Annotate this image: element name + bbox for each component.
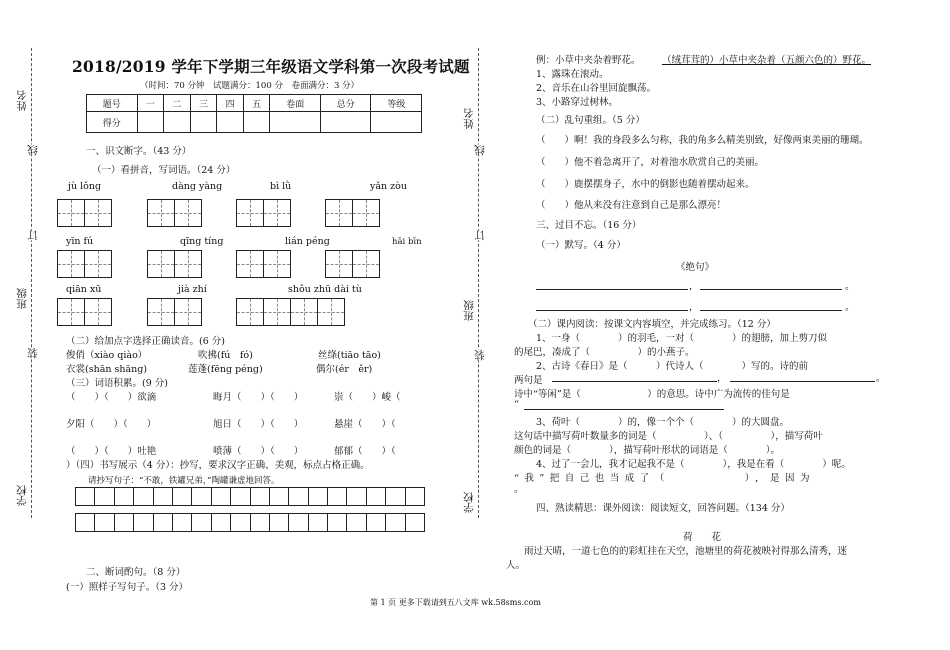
pron-item: 莲蓬(fēng péng) [188,364,263,375]
section-4-heading: 四、熟读精思：课外阅读：阅读短文，回答问题。（134 分） [536,503,790,514]
poem-period: 。 [845,302,855,313]
writing-grid[interactable] [325,199,380,227]
reading-line: 1、一身（ ）的羽毛，一对（ ）的翅膀，加上剪刀似 [536,333,828,344]
score-table-row [87,112,422,133]
section-2-2-heading: （二）乱句重组。（5 分） [536,115,645,126]
score-cell[interactable] [137,112,164,133]
score-cell[interactable] [164,112,191,133]
example-label: 例：小草中夹杂着野花。 [536,55,641,66]
pinyin-label: yǎn zòu [370,181,408,192]
vocab-item: （ ）（ ）吐艳 [66,446,157,457]
label-school-middle: 学校 [463,492,475,513]
writing-grid[interactable] [147,199,202,227]
reading-line: 诗中“等闲”是（ ）的意思。诗中广为流传的佳句是 [514,389,790,400]
example-answer: （绒茸茸的）小草中夹杂着（五颜六色的）野花。 [662,55,872,66]
pinyin-label: bì lǜ [270,181,292,192]
label-zhuang-left: 装 [27,348,39,359]
poem-line-1b[interactable] [700,289,842,290]
poem-comma: ， [689,281,699,292]
punct-comma: ， [717,373,727,384]
answer-line[interactable] [730,381,875,382]
score-header-cell: 等级 [371,95,422,112]
punct-period: 。 [514,484,524,495]
reorder-item: （ ）他不着急离开了，对着池水欣赏自己的美丽。 [536,157,765,168]
reading-line: 两句是 [514,375,543,386]
pinyin-label: lián péng [285,236,330,247]
exam-subtitle: （时间：70 分钟 试题满分：100 分 卷面满分：3 分） [140,81,360,91]
score-cell[interactable] [217,112,244,133]
writing-grid[interactable] [236,199,291,227]
score-header-cell: 总分 [320,95,371,112]
section-2-1-heading: (一）照样子写句子。（3 分） [66,582,189,593]
binding-line-left [31,48,32,518]
label-xian-left: 线 [27,145,39,156]
score-cell[interactable] [371,112,422,133]
punct-period: 。 [876,373,886,384]
exam-title: 2018/2019 学年下学期三年级语文学科第一次段考试题 [72,57,470,76]
reading-line: 的尾巴，凑成了（ ）的小燕子。 [514,347,695,358]
poem-line-2b[interactable] [700,310,842,311]
label-name-middle: 姓名 [463,108,475,129]
vocab-item: 晦月（ ）（ ） [213,392,304,403]
reading-line: 4、过了一会儿，我才记起我不是（ ），我是在看（ ）呢。 [536,459,851,470]
vocab-item: 郁郁（ ）（ [334,446,396,457]
pron-item: 吹拂(fú fó) [198,350,253,361]
section-3-heading: 三、过目不忘。（16 分） [536,220,642,231]
score-cell[interactable] [243,112,270,133]
section-3-1-heading: （一）默写。（4 分） [536,240,626,251]
poem-line-2a[interactable] [536,310,688,311]
score-header-cell: 卷面 [270,95,321,112]
copy-prompt: 请抄写句子：“不敢，铁罐兄弟，”陶罐谦虚地回答。 [88,476,280,486]
writing-grid[interactable] [57,298,112,326]
label-name-left: 姓名 [16,90,28,111]
score-row-label: 得分 [87,112,138,133]
section-1-4-heading: ）（四）书写展示（4 分）：抄写，要求汉字正确、美观，标点占格正确。 [66,460,370,471]
article-text: 雨过天晴，一道七色的的彩虹挂在天空，池塘里的荷花被映衬得那么清秀，迷 [524,546,848,557]
poem-line-1a[interactable] [536,289,688,290]
reorder-item: （ ）他从来没有注意到自己是那么漂亮！ [536,200,727,211]
score-cell[interactable] [270,112,321,133]
pron-item: 衣裳(shān shāng) [66,364,148,375]
label-zhuang-middle: 装 [474,350,486,361]
article-title: 荷 花 [683,532,722,543]
pinyin-label: qiān xū [66,284,102,295]
pinyin-label: jià zhí [178,284,207,295]
reading-line: 这句话中描写荷叶数量多的词是（ ）、（ ），描写荷叶 [514,431,823,442]
score-header-cell: 一 [137,95,164,112]
reorder-item: （ ）啊！我的身段多么匀称，我的角多么精美别致，好像两束美丽的珊瑚。 [536,135,869,146]
answer-line[interactable] [524,409,724,410]
score-cell[interactable] [320,112,371,133]
poem-comma: ， [689,302,699,313]
pron-item: 偶尔(ér ěr) [316,364,373,375]
section-2-heading: 二、断词酌句。（8 分） [86,567,186,578]
score-header-cell: 三 [190,95,217,112]
sentence-item: 3、小路穿过树林。 [536,97,619,108]
label-ding-middle: 订 [474,230,486,241]
writing-grid[interactable] [57,199,112,227]
punct-quote: “ [514,399,519,410]
pinyin-label: hāi bīn [392,237,422,247]
sentence-item: 1、露珠在滚动。 [536,69,609,80]
label-xian-middle: 线 [474,145,486,156]
pinyin-label: qīng tíng [180,236,224,247]
sentence-item: 2、音乐在山谷里回旋飘荡。 [536,83,657,94]
pinyin-label: yīn fú [66,236,94,247]
vocab-item: （ ）（ ）欲滴 [66,392,157,403]
vocab-item: 崇（ ）峻（ [334,392,401,403]
score-header-cell: 题号 [87,95,138,112]
pron-item: 丝绦(tiāo tāo) [318,350,381,361]
writing-grid[interactable] [236,298,345,326]
page-footer: 第 1 页 更多下载请到五八文库 wk.58sms.com [370,598,541,607]
binding-line-middle [478,48,479,518]
poem-period: 。 [845,281,855,292]
section-1-2-heading: （二）给加点字选择正确读音。(6 分) [66,336,225,347]
pron-item: 俊俏（xiào qiào） [66,350,148,361]
label-class-middle: 班级 [463,300,475,321]
label-class-left: 班级 [16,288,28,309]
score-table [86,94,422,133]
poem-title: 《绝句》 [676,262,715,273]
label-school-left: 学校 [16,485,28,506]
score-header-cell: 五 [243,95,270,112]
section-1-1-heading: （一）看拼音，写词语。（24 分） [92,165,236,176]
writing-grid[interactable] [147,298,202,326]
label-ding-left: 订 [27,230,39,241]
reading-line: 3、荷叶（ ）的，像一个个（ ）的大圆盘。 [536,417,790,428]
vocab-item: 夕阳（ ）（ ） [66,419,157,430]
writing-grid[interactable] [325,250,380,278]
score-header-cell: 四 [217,95,244,112]
reorder-item: （ ）鹿摆摆身子，水中的倒影也随着摆动起来。 [536,179,755,190]
writing-grid[interactable] [236,250,291,278]
section-1-heading: 一、识文断字。（43 分） [86,146,192,157]
score-header-cell: 二 [164,95,191,112]
article-text: 人。 [506,560,526,571]
answer-line[interactable] [552,381,717,382]
section-1-3-heading: （三）词语积累。(9 分) [66,378,168,389]
reading-line: 2、古诗《春日》是（ ）代诗人（ ）写的。诗的前 [536,361,809,372]
score-table-header [87,95,422,112]
copy-grid-row-2[interactable] [76,514,425,532]
writing-grid[interactable] [57,250,112,278]
pinyin-label: shǒu zhū dài tù [288,284,362,295]
section-3-2-heading: （二）课内阅读：按课文内容填空，并完成练习。（12 分） [528,319,776,330]
score-cell[interactable] [190,112,217,133]
copy-grid-row-1[interactable] [76,488,425,506]
reading-line: 颜色的词是（ ），描写荷叶形状的词语是（ ）。 [514,445,781,456]
vocab-item: 悬崖（ ）（ [334,419,396,430]
pinyin-label: dàng yàng [172,181,223,192]
reading-line: “我”把自己也当成了（ ），是因为 [514,473,815,484]
vocab-item: 喷薄（ ）（ ） [213,446,304,457]
vocab-item: 旭日（ ）（ ） [213,419,304,430]
writing-grid[interactable] [147,250,202,278]
pinyin-label: jù lǒng [68,181,102,192]
